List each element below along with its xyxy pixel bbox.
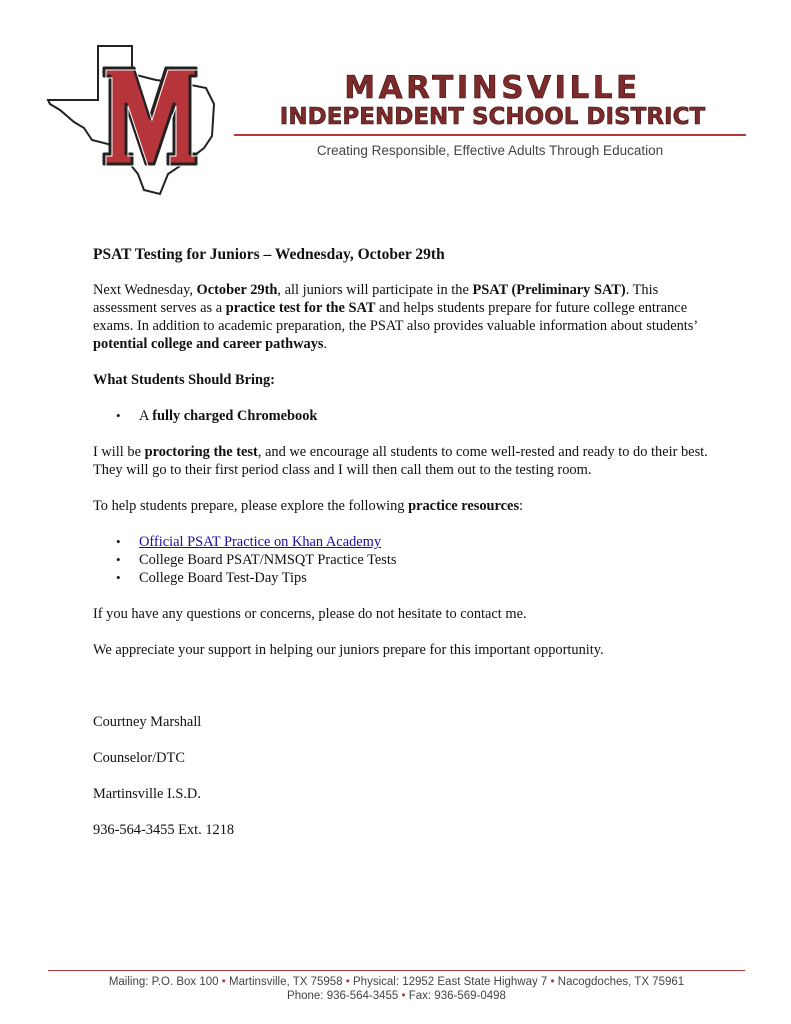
bullet-icon: • <box>401 990 406 1002</box>
closing-paragraph: We appreciate your support in helping our juniors prepare for this important opportunity. <box>93 642 604 658</box>
letter-body <box>93 246 713 857</box>
signature-phone: 936-564-3455 Ext. 1218 <box>93 822 235 838</box>
signature-block <box>93 713 713 839</box>
resources-list <box>93 533 713 587</box>
intro-paragraph: Next Wednesday, October 29th, all juniors will participate in the PSAT (Preliminary SAT). This assessment serves as a practice test for the SAT and helps students prepare for future college entrance exams. In addition to academic preparation, the PSAT also provides valuable information about students’ potential college and career pathways. <box>93 282 698 352</box>
letter-title: PSAT Testing for Juniors – Wednesday, October 29th <box>93 246 445 263</box>
district-name <box>250 72 735 130</box>
district-name-line1: MARTINSVILLE <box>344 70 641 106</box>
list-item: • College Board PSAT/NMSQT Practice Tests <box>116 551 713 569</box>
bring-heading: What Students Should Bring: <box>93 372 275 388</box>
proctor-paragraph: I will be proctoring the test, and we encourage all students to come well-rested and ready to do their best. They will go to their first period class and I will then call them out to the testing room. <box>93 444 708 478</box>
signature-role: Counselor/DTC <box>93 750 185 766</box>
list-item: • College Board Test-Day Tips <box>116 569 713 587</box>
bring-list <box>93 407 713 425</box>
bullet-icon: • <box>345 976 350 988</box>
district-logo-icon <box>46 44 236 196</box>
footer-line1: Mailing: P.O. Box 100 • Martinsville, TX 75958 • Physical: 12952 East State Highway 7 • Nacogdoches, TX 75961 <box>108 976 685 988</box>
footer-line2: Phone: 936-564-3455 • Fax: 936-569-0498 <box>287 990 506 1002</box>
bullet-icon: • <box>550 976 555 988</box>
bullet-icon: • <box>221 976 226 988</box>
footer-divider <box>48 970 745 971</box>
list-item: • A fully charged Chromebook <box>116 407 713 425</box>
header-divider <box>234 134 746 136</box>
khan-academy-link[interactable]: Official PSAT Practice on Khan Academy <box>139 534 382 550</box>
resources-intro: To help students prepare, please explore the following practice resources: <box>93 498 524 514</box>
letterhead <box>0 0 791 200</box>
district-tagline: Creating Responsible, Effective Adults Through Education <box>316 143 664 158</box>
signature-org: Martinsville I.S.D. <box>93 786 201 802</box>
list-item <box>116 533 713 551</box>
district-name-line2: INDEPENDENT SCHOOL DISTRICT <box>279 104 706 130</box>
questions-paragraph: If you have any questions or concerns, please do not hesitate to contact me. <box>93 606 527 622</box>
footer-address <box>48 975 745 1003</box>
signature-name: Courtney Marshall <box>93 714 202 730</box>
